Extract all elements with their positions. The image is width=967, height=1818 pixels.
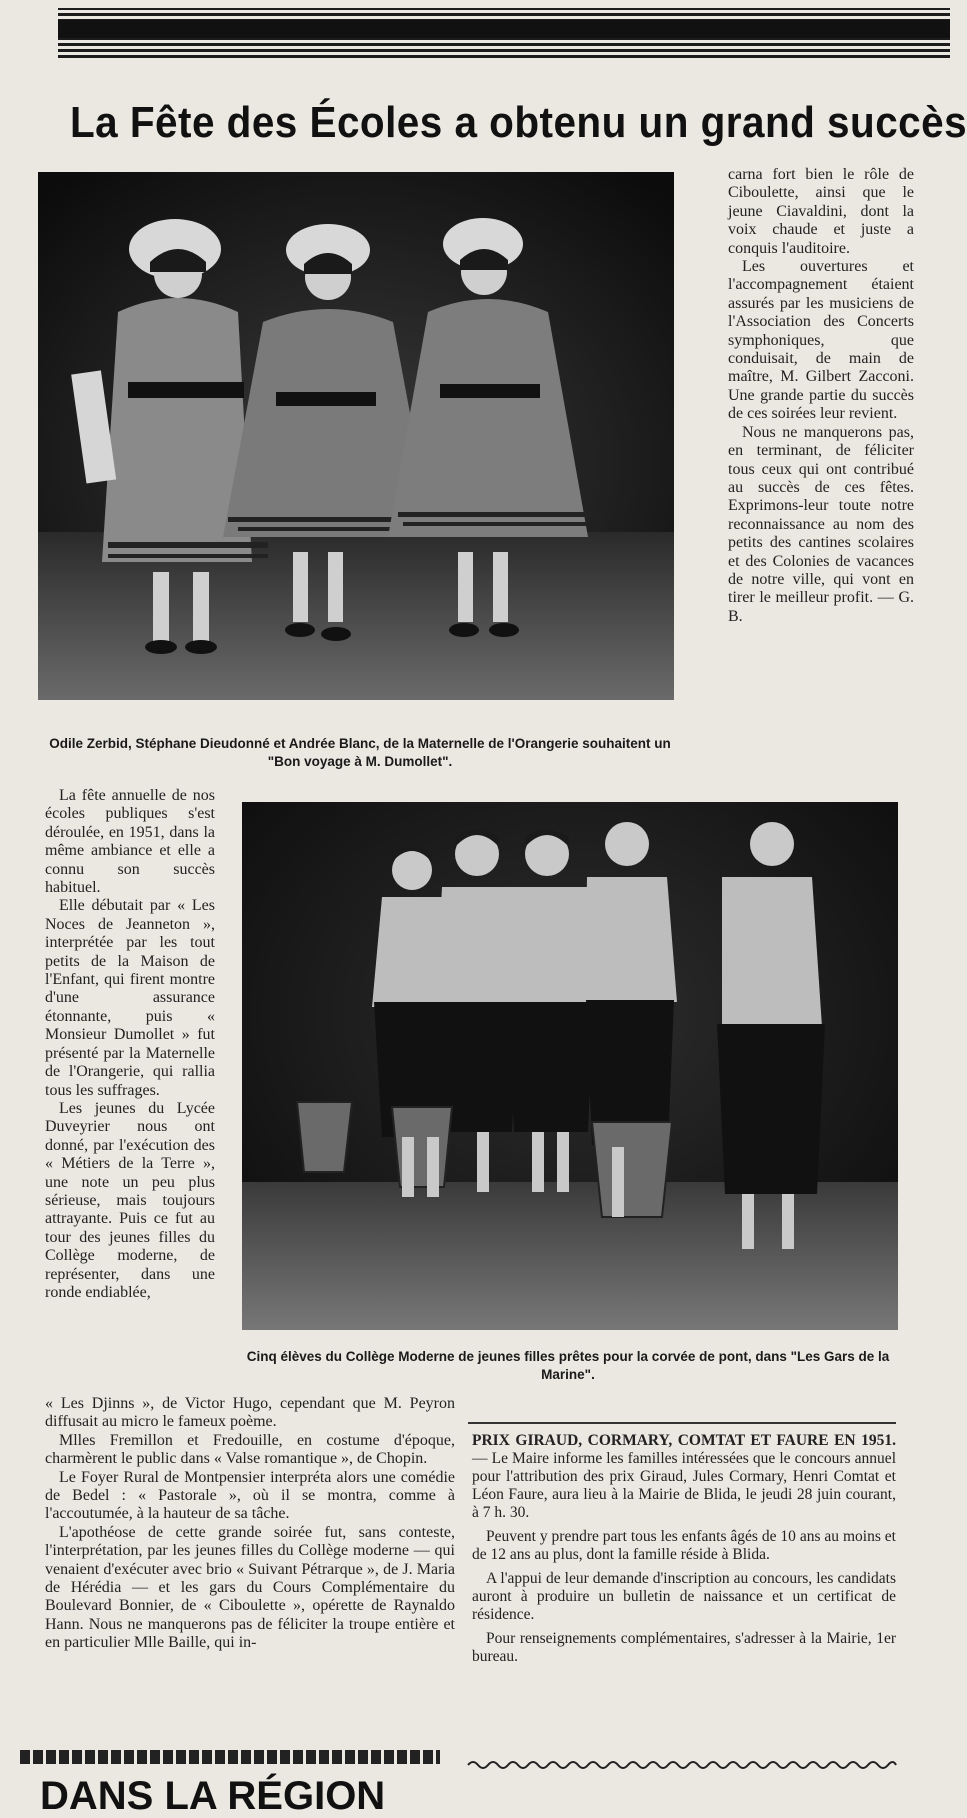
prix-box <box>472 1432 896 1752</box>
photo-three-girls <box>38 172 674 700</box>
top-rule <box>58 8 950 58</box>
right-paragraph: Nous ne manquerons pas, en terminant, de féliciter tous ceux qui ont contribué au succès de ces fêtes. Exprimons-leur toute notre reconnaissance au nom des petits des cantines scolaires et des Colonies de vacances de notre ville, qui vont en tirer le meilleur profit. — G. B. <box>728 423 914 625</box>
prix-box-paragraph: Peuvent y prendre part tous les enfants âgés de 10 ans au moins et de 12 ans au plus, dont la famille réside à Blida. <box>472 1528 896 1563</box>
left-paragraph: La fête annuelle de nos écoles publiques s'est déroulée, en 1951, dans la même ambiance et elle a connu son succès habituel. <box>45 787 215 897</box>
right-column <box>728 166 914 776</box>
prix-box-paragraph: — Le Maire informe les familles intéressées que le concours annuel pour l'attribution des prix Giraud, Jules Cormary, Henri Comtat et Léon Faure, aura lieu à la Mairie de Blida, le jeudi 28 juin courant, à 7 h. 30. <box>472 1450 896 1521</box>
left-paragraph: Les jeunes du Lycée Duveyrier nous ont donné, par l'exécution des « Métiers de la Terre », une note un peu plus sérieuse, mais toujours attrayante. Puis ce fut au tour des jeunes filles du Collège moderne, de représenter, dans une ronde endiablée, <box>45 1099 215 1301</box>
prix-box-title: PRIX GIRAUD, CORMARY, COMTAT ET FAURE EN 1951. <box>472 1432 896 1449</box>
section-heading: DANS LA RÉGION <box>40 1774 386 1818</box>
prix-box-paragraph: A l'appui de leur demande d'inscription au concours, les candidats auront à produire un bulletin de naissance et un certificat de résidence. <box>472 1570 896 1623</box>
photo1-caption: Odile Zerbid, Stéphane Dieudonné et Andrée Blanc, de la Maternelle de l'Orangerie souhaitent un "Bon voyage à M. Dumollet". <box>49 736 671 769</box>
bottom-left-paragraph: L'apothéose de cette grande soirée fut, sans conteste, l'interprétation, par les jeunes filles du Collège moderne — qui venaient d'exécuter avec brio « Suivant Pétrarque », de J. Maria de Hérédia — et les gars du Cours Complémentaire du Boulevard Bonnier, de « Ciboulette », opérette de Raynaldo Hann. Nous ne manquerons pas de féliciter la troupe entière et en particulier Mlle Baille, qui in- <box>45 1523 455 1652</box>
section-rule <box>20 1750 440 1764</box>
bottom-left-paragraph: Mlles Fremillon et Fredouille, en costume d'époque, charmèrent le public dans « Valse romantique », de Chopin. <box>45 1431 455 1468</box>
bottom-left-column <box>45 1395 455 1745</box>
wavy-divider <box>468 1758 896 1772</box>
right-paragraph: Les ouvertures et l'accompagnement étaient assurés par les musiciens de l'Association des Concerts symphoniques, que conduisait, de main de maître, M. Gilbert Zacconi. Une grande partie du succès de ces soirées leur revient. <box>728 258 914 423</box>
bottom-left-paragraph: « Les Djinns », de Victor Hugo, cependant que M. Peyron diffusait au micro le fameux poème. <box>45 1395 455 1431</box>
right-paragraph: carna fort bien le rôle de Ciboulette, ainsi que le jeune Ciavaldini, dont la voix chaude et juste a conquis l'auditoire. <box>728 166 914 257</box>
photo2-caption: Cinq élèves du Collège Moderne de jeunes filles prêtes pour la corvée de pont, dans "Les Gars de la Marine". <box>246 1349 890 1382</box>
headline: La Fête des Écoles a obtenu un grand succès <box>70 98 967 147</box>
left-paragraph: Elle débutait par « Les Noces de Jeanneton », interprétée par les tout petits de la Maison de l'Enfant, qui firent montre d'une assurance étonnante, puis « Monsieur Dumollet » fut présenté par la Maternelle de l'Orangerie, qui rallia tous les suffrages. <box>45 897 215 1099</box>
bottom-left-paragraph: Le Foyer Rural de Montpensier interpréta alors une comédie de Bedel : « Pastorale », où il se montra, comme à l'accoutumée, à la hauteur de sa tâche. <box>45 1468 455 1523</box>
prix-box-top-rule <box>468 1422 896 1424</box>
prix-box-paragraph: Pour renseignements complémentaires, s'adresser à la Mairie, 1er bureau. <box>472 1630 896 1665</box>
photo-five-students <box>242 802 898 1330</box>
left-column <box>45 787 215 1437</box>
